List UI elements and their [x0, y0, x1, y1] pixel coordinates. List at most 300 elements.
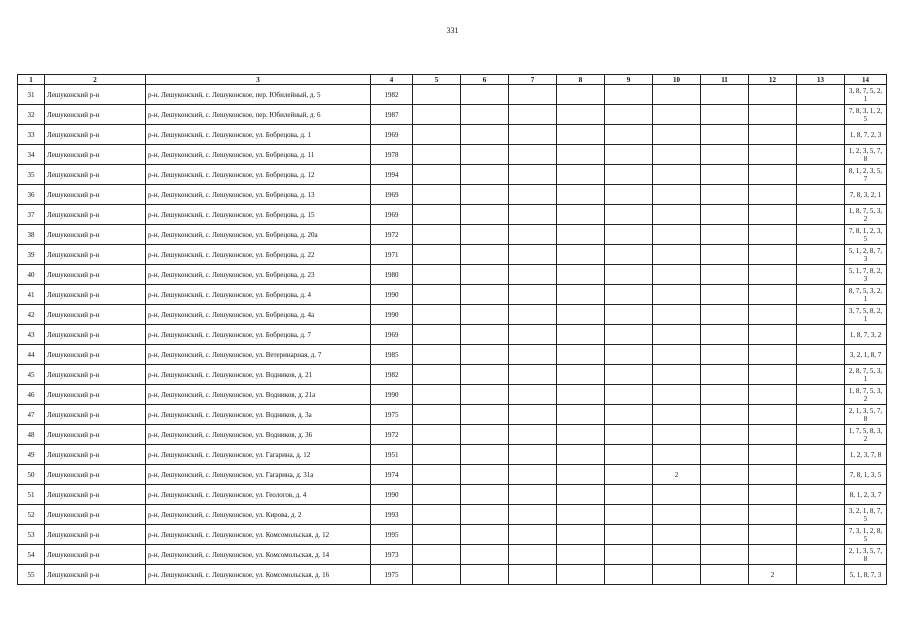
- cell-empty-col-9: [605, 85, 653, 105]
- cell-c10: [653, 365, 701, 385]
- cell-n: 32: [18, 105, 45, 125]
- cell-empty-col-5: [413, 185, 461, 205]
- cell-empty-col-7: [509, 365, 557, 385]
- cell-empty-col-5: [413, 105, 461, 125]
- cell-c14: 2, 1, 3, 5, 7, 8: [845, 405, 887, 425]
- cell-empty-col-5: [413, 285, 461, 305]
- cell-address: р-н. Лешуконский, с. Лешуконское, ул. Комсомольская, д. 16: [146, 565, 371, 585]
- cell-empty-col-13: [797, 105, 845, 125]
- cell-address: р-н. Лешуконский, с. Лешуконское, ул. Бобрецова, д. 1: [146, 125, 371, 145]
- cell-c12: [749, 125, 797, 145]
- table-row: [18, 445, 887, 465]
- cell-empty-col-8: [557, 265, 605, 285]
- cell-district: Лешуконский р-н: [45, 305, 146, 325]
- cell-empty-col-8: [557, 485, 605, 505]
- cell-address: р-н. Лешуконский, с. Лешуконское, ул. Водников, д. 36: [146, 425, 371, 445]
- cell-district: Лешуконский р-н: [45, 425, 146, 445]
- cell-empty-col-8: [557, 145, 605, 165]
- table-row: [18, 265, 887, 285]
- cell-empty-col-7: [509, 265, 557, 285]
- cell-empty-col-9: [605, 265, 653, 285]
- cell-year: 1990: [371, 485, 413, 505]
- cell-empty-col-9: [605, 165, 653, 185]
- cell-empty-col-8: [557, 125, 605, 145]
- cell-empty-col-7: [509, 505, 557, 525]
- cell-c10: [653, 105, 701, 125]
- cell-empty-col-7: [509, 245, 557, 265]
- cell-address: р-н. Лешуконский, с. Лешуконское, ул. Гагарина, д. 12: [146, 445, 371, 465]
- cell-empty-col-6: [461, 465, 509, 485]
- cell-empty-col-6: [461, 325, 509, 345]
- cell-n: 31: [18, 85, 45, 105]
- cell-empty-col-7: [509, 385, 557, 405]
- cell-empty-col-8: [557, 545, 605, 565]
- cell-empty-col-5: [413, 465, 461, 485]
- cell-empty-col-13: [797, 565, 845, 585]
- cell-empty-col-8: [557, 425, 605, 445]
- cell-c10: [653, 205, 701, 225]
- cell-empty-col-5: [413, 385, 461, 405]
- cell-empty-col-9: [605, 545, 653, 565]
- cell-empty-col-8: [557, 85, 605, 105]
- table-row: [18, 565, 887, 585]
- cell-empty-col-13: [797, 145, 845, 165]
- cell-empty-col-5: [413, 525, 461, 545]
- cell-empty-col-5: [413, 265, 461, 285]
- cell-address: р-н. Лешуконский, с. Лешуконское, ул. Бобрецова, д. 15: [146, 205, 371, 225]
- cell-empty-col-5: [413, 565, 461, 585]
- cell-empty-col-7: [509, 465, 557, 485]
- cell-c14: 2, 1, 3, 5, 7, 8: [845, 545, 887, 565]
- table-body: [18, 85, 887, 585]
- cell-address: р-н. Лешуконский, с. Лешуконское, ул. Бобрецова, д. 23: [146, 265, 371, 285]
- cell-empty-col-13: [797, 125, 845, 145]
- cell-empty-col-13: [797, 85, 845, 105]
- cell-year: 1975: [371, 405, 413, 425]
- table-row: [18, 85, 887, 105]
- column-header-6: 6: [461, 75, 509, 85]
- cell-district: Лешуконский р-н: [45, 545, 146, 565]
- cell-district: Лешуконский р-н: [45, 365, 146, 385]
- cell-address: р-н. Лешуконский, с. Лешуконское, ул. Бобрецова, д. 13: [146, 185, 371, 205]
- cell-c14: 5, 1, 7, 8, 2, 3: [845, 265, 887, 285]
- cell-c14: 7, 3, 1, 2, 8, 5: [845, 525, 887, 545]
- cell-district: Лешуконский р-н: [45, 165, 146, 185]
- cell-empty-col-9: [605, 405, 653, 425]
- cell-empty-col-8: [557, 365, 605, 385]
- cell-empty-col-6: [461, 305, 509, 325]
- cell-year: 1969: [371, 205, 413, 225]
- cell-empty-col-13: [797, 245, 845, 265]
- cell-empty-col-6: [461, 105, 509, 125]
- table-row: [18, 505, 887, 525]
- cell-n: 38: [18, 225, 45, 245]
- cell-empty-col-11: [701, 285, 749, 305]
- cell-address: р-н. Лешуконский, с. Лешуконское, ул. Геологов, д. 4: [146, 485, 371, 505]
- cell-district: Лешуконский р-н: [45, 485, 146, 505]
- cell-empty-col-6: [461, 425, 509, 445]
- cell-district: Лешуконский р-н: [45, 125, 146, 145]
- cell-district: Лешуконский р-н: [45, 205, 146, 225]
- cell-c14: 1, 2, 3, 5, 7, 8: [845, 145, 887, 165]
- cell-empty-col-6: [461, 165, 509, 185]
- cell-c10: [653, 405, 701, 425]
- cell-empty-col-6: [461, 245, 509, 265]
- cell-empty-col-5: [413, 345, 461, 365]
- cell-empty-col-9: [605, 505, 653, 525]
- table-row: [18, 105, 887, 125]
- cell-n: 41: [18, 285, 45, 305]
- cell-empty-col-8: [557, 385, 605, 405]
- cell-year: 1972: [371, 425, 413, 445]
- cell-c14: 1, 8, 7, 3, 2: [845, 325, 887, 345]
- column-header-3: 3: [146, 75, 371, 85]
- cell-empty-col-5: [413, 485, 461, 505]
- cell-empty-col-6: [461, 125, 509, 145]
- cell-c12: [749, 345, 797, 365]
- cell-empty-col-6: [461, 505, 509, 525]
- cell-empty-col-7: [509, 205, 557, 225]
- cell-year: 1985: [371, 345, 413, 365]
- cell-empty-col-9: [605, 485, 653, 505]
- cell-c14: 8, 7, 5, 3, 2, 1: [845, 285, 887, 305]
- cell-n: 54: [18, 545, 45, 565]
- cell-year: 1974: [371, 465, 413, 485]
- cell-c10: 2: [653, 465, 701, 485]
- cell-empty-col-6: [461, 85, 509, 105]
- cell-empty-col-7: [509, 125, 557, 145]
- cell-empty-col-13: [797, 285, 845, 305]
- cell-empty-col-7: [509, 525, 557, 545]
- cell-c14: 3, 7, 5, 8, 2, 1: [845, 305, 887, 325]
- cell-empty-col-11: [701, 445, 749, 465]
- cell-empty-col-13: [797, 325, 845, 345]
- cell-empty-col-8: [557, 325, 605, 345]
- cell-c14: 5, 1, 2, 8, 7, 3: [845, 245, 887, 265]
- table-header: [18, 75, 887, 85]
- cell-empty-col-7: [509, 485, 557, 505]
- cell-year: 1969: [371, 325, 413, 345]
- cell-empty-col-6: [461, 345, 509, 365]
- cell-n: 50: [18, 465, 45, 485]
- cell-district: Лешуконский р-н: [45, 345, 146, 365]
- column-header-1: 1: [18, 75, 45, 85]
- cell-empty-col-5: [413, 445, 461, 465]
- cell-empty-col-13: [797, 305, 845, 325]
- cell-empty-col-8: [557, 285, 605, 305]
- cell-address: р-н. Лешуконский, с. Лешуконское, ул. Бобрецова, д. 4: [146, 285, 371, 305]
- cell-n: 35: [18, 165, 45, 185]
- cell-empty-col-7: [509, 165, 557, 185]
- cell-year: 1990: [371, 285, 413, 305]
- cell-empty-col-6: [461, 525, 509, 545]
- table-row: [18, 205, 887, 225]
- cell-empty-col-5: [413, 305, 461, 325]
- cell-empty-col-7: [509, 285, 557, 305]
- cell-c14: 8, 1, 2, 3, 5, 7: [845, 165, 887, 185]
- cell-empty-col-13: [797, 365, 845, 385]
- cell-c14: 5, 1, 8, 7, 3: [845, 565, 887, 585]
- cell-c10: [653, 285, 701, 305]
- cell-empty-col-7: [509, 185, 557, 205]
- cell-empty-col-11: [701, 385, 749, 405]
- table-row: [18, 345, 887, 365]
- cell-empty-col-13: [797, 545, 845, 565]
- column-header-11: 11: [701, 75, 749, 85]
- column-header-4: 4: [371, 75, 413, 85]
- cell-empty-col-11: [701, 305, 749, 325]
- cell-empty-col-5: [413, 245, 461, 265]
- cell-address: р-н. Лешуконский, с. Лешуконское, ул. Водников, д. 3а: [146, 405, 371, 425]
- cell-empty-col-6: [461, 485, 509, 505]
- cell-c12: [749, 545, 797, 565]
- cell-empty-col-9: [605, 345, 653, 365]
- cell-c10: [653, 125, 701, 145]
- cell-c12: [749, 465, 797, 485]
- cell-c14: 1, 8, 7, 5, 3, 2: [845, 385, 887, 405]
- table-row: [18, 225, 887, 245]
- cell-c14: 1, 2, 3, 7, 8: [845, 445, 887, 465]
- cell-empty-col-6: [461, 445, 509, 465]
- cell-district: Лешуконский р-н: [45, 325, 146, 345]
- cell-year: 1993: [371, 505, 413, 525]
- cell-c14: 7, 8, 3, 2, 1: [845, 185, 887, 205]
- cell-empty-col-11: [701, 85, 749, 105]
- cell-empty-col-13: [797, 525, 845, 545]
- cell-empty-col-6: [461, 265, 509, 285]
- cell-empty-col-7: [509, 105, 557, 125]
- cell-empty-col-5: [413, 85, 461, 105]
- table-row: [18, 245, 887, 265]
- cell-c12: [749, 185, 797, 205]
- cell-c12: [749, 225, 797, 245]
- cell-empty-col-8: [557, 505, 605, 525]
- cell-n: 55: [18, 565, 45, 585]
- table-row: [18, 145, 887, 165]
- table-row: [18, 365, 887, 385]
- cell-empty-col-13: [797, 385, 845, 405]
- cell-empty-col-11: [701, 165, 749, 185]
- cell-district: Лешуконский р-н: [45, 445, 146, 465]
- table-row: [18, 425, 887, 445]
- cell-empty-col-11: [701, 505, 749, 525]
- cell-empty-col-13: [797, 485, 845, 505]
- cell-c12: [749, 505, 797, 525]
- cell-n: 46: [18, 385, 45, 405]
- cell-empty-col-7: [509, 425, 557, 445]
- cell-c10: [653, 265, 701, 285]
- cell-empty-col-11: [701, 225, 749, 245]
- cell-c12: [749, 285, 797, 305]
- table-row: [18, 545, 887, 565]
- table-row: [18, 185, 887, 205]
- cell-empty-col-8: [557, 185, 605, 205]
- cell-empty-col-13: [797, 165, 845, 185]
- column-header-5: 5: [413, 75, 461, 85]
- cell-c10: [653, 445, 701, 465]
- cell-c14: 3, 2, 1, 8, 7: [845, 345, 887, 365]
- cell-empty-col-9: [605, 205, 653, 225]
- housing-register-table: [17, 74, 887, 585]
- table-row: [18, 125, 887, 145]
- cell-address: р-н. Лешуконский, с. Лешуконское, ул. Бобрецова, д. 11: [146, 145, 371, 165]
- cell-c10: [653, 545, 701, 565]
- cell-c14: 7, 8, 3, 1, 2, 5: [845, 105, 887, 125]
- cell-c10: [653, 565, 701, 585]
- cell-district: Лешуконский р-н: [45, 185, 146, 205]
- cell-empty-col-13: [797, 205, 845, 225]
- cell-empty-col-9: [605, 425, 653, 445]
- cell-empty-col-11: [701, 365, 749, 385]
- header-row: [18, 75, 887, 85]
- cell-empty-col-8: [557, 225, 605, 245]
- cell-empty-col-9: [605, 145, 653, 165]
- cell-empty-col-8: [557, 445, 605, 465]
- cell-c10: [653, 305, 701, 325]
- cell-c12: [749, 365, 797, 385]
- cell-year: 1972: [371, 225, 413, 245]
- cell-c12: [749, 85, 797, 105]
- cell-empty-col-11: [701, 405, 749, 425]
- cell-c14: 3, 2, 1, 8, 7, 5: [845, 505, 887, 525]
- cell-empty-col-7: [509, 345, 557, 365]
- cell-year: 1978: [371, 145, 413, 165]
- cell-c14: 7, 8, 1, 2, 3, 5: [845, 225, 887, 245]
- cell-empty-col-5: [413, 505, 461, 525]
- cell-district: Лешуконский р-н: [45, 245, 146, 265]
- cell-empty-col-11: [701, 345, 749, 365]
- cell-address: р-н. Лешуконский, с. Лешуконское, пер. Юбилейный, д. 5: [146, 85, 371, 105]
- cell-empty-col-9: [605, 125, 653, 145]
- cell-empty-col-13: [797, 345, 845, 365]
- cell-c14: 2, 8, 7, 5, 3, 1: [845, 365, 887, 385]
- table-row: [18, 385, 887, 405]
- cell-empty-col-7: [509, 85, 557, 105]
- cell-empty-col-5: [413, 545, 461, 565]
- cell-c10: [653, 485, 701, 505]
- cell-c12: [749, 105, 797, 125]
- cell-empty-col-6: [461, 405, 509, 425]
- cell-district: Лешуконский р-н: [45, 85, 146, 105]
- column-header-8: 8: [557, 75, 605, 85]
- cell-empty-col-5: [413, 145, 461, 165]
- cell-year: 1987: [371, 105, 413, 125]
- cell-c12: [749, 445, 797, 465]
- column-header-14: 14: [845, 75, 887, 85]
- cell-year: 1982: [371, 365, 413, 385]
- cell-year: 1969: [371, 125, 413, 145]
- cell-c10: [653, 345, 701, 365]
- cell-c12: [749, 485, 797, 505]
- cell-year: 1990: [371, 385, 413, 405]
- cell-empty-col-9: [605, 325, 653, 345]
- cell-district: Лешуконский р-н: [45, 285, 146, 305]
- cell-address: р-н. Лешуконский, с. Лешуконское, пер. Юбилейный, д. 6: [146, 105, 371, 125]
- cell-address: р-н. Лешуконский, с. Лешуконское, ул. Бобрецова, д. 20а: [146, 225, 371, 245]
- cell-empty-col-8: [557, 465, 605, 485]
- cell-empty-col-8: [557, 405, 605, 425]
- cell-empty-col-8: [557, 565, 605, 585]
- cell-year: 1995: [371, 525, 413, 545]
- cell-c10: [653, 245, 701, 265]
- cell-empty-col-5: [413, 125, 461, 145]
- table-row: [18, 405, 887, 425]
- cell-empty-col-7: [509, 545, 557, 565]
- cell-empty-col-13: [797, 405, 845, 425]
- cell-empty-col-6: [461, 185, 509, 205]
- cell-empty-col-6: [461, 385, 509, 405]
- cell-c14: 3, 8, 7, 5, 2, 1: [845, 85, 887, 105]
- cell-c10: [653, 225, 701, 245]
- cell-empty-col-11: [701, 565, 749, 585]
- table-row: [18, 465, 887, 485]
- cell-empty-col-8: [557, 165, 605, 185]
- column-header-12: 12: [749, 75, 797, 85]
- page-number: 331: [446, 26, 459, 35]
- cell-empty-col-7: [509, 145, 557, 165]
- cell-address: р-н. Лешуконский, с. Лешуконское, ул. Бобрецова, д. 22: [146, 245, 371, 265]
- cell-empty-col-13: [797, 185, 845, 205]
- cell-district: Лешуконский р-н: [45, 565, 146, 585]
- cell-address: р-н. Лешуконский, с. Лешуконское, ул. Комсомольская, д. 14: [146, 545, 371, 565]
- cell-empty-col-13: [797, 425, 845, 445]
- cell-empty-col-13: [797, 225, 845, 245]
- cell-c10: [653, 525, 701, 545]
- cell-c14: 1, 7, 5, 8, 3, 2: [845, 425, 887, 445]
- cell-empty-col-7: [509, 325, 557, 345]
- cell-district: Лешуконский р-н: [45, 465, 146, 485]
- cell-empty-col-6: [461, 145, 509, 165]
- cell-empty-col-9: [605, 445, 653, 465]
- cell-c12: [749, 265, 797, 285]
- cell-year: 1975: [371, 565, 413, 585]
- cell-c14: 8, 1, 2, 3, 7: [845, 485, 887, 505]
- column-header-2: 2: [45, 75, 146, 85]
- cell-empty-col-11: [701, 465, 749, 485]
- table-row: [18, 525, 887, 545]
- cell-n: 36: [18, 185, 45, 205]
- table-row: [18, 285, 887, 305]
- cell-year: 1971: [371, 245, 413, 265]
- cell-empty-col-11: [701, 125, 749, 145]
- cell-empty-col-11: [701, 485, 749, 505]
- cell-n: 42: [18, 305, 45, 325]
- cell-n: 53: [18, 525, 45, 545]
- cell-empty-col-5: [413, 325, 461, 345]
- cell-c10: [653, 505, 701, 525]
- cell-n: 51: [18, 485, 45, 505]
- cell-empty-col-13: [797, 505, 845, 525]
- cell-empty-col-13: [797, 265, 845, 285]
- cell-empty-col-7: [509, 225, 557, 245]
- cell-c10: [653, 185, 701, 205]
- cell-empty-col-11: [701, 105, 749, 125]
- cell-empty-col-6: [461, 285, 509, 305]
- table-row: [18, 305, 887, 325]
- cell-district: Лешуконский р-н: [45, 505, 146, 525]
- cell-c10: [653, 385, 701, 405]
- cell-empty-col-7: [509, 405, 557, 425]
- cell-empty-col-11: [701, 185, 749, 205]
- cell-empty-col-8: [557, 245, 605, 265]
- cell-c12: [749, 525, 797, 545]
- cell-district: Лешуконский р-н: [45, 405, 146, 425]
- cell-n: 49: [18, 445, 45, 465]
- cell-empty-col-8: [557, 525, 605, 545]
- cell-c10: [653, 325, 701, 345]
- cell-address: р-н. Лешуконский, с. Лешуконское, ул. Водников, д. 21: [146, 365, 371, 385]
- cell-empty-col-11: [701, 145, 749, 165]
